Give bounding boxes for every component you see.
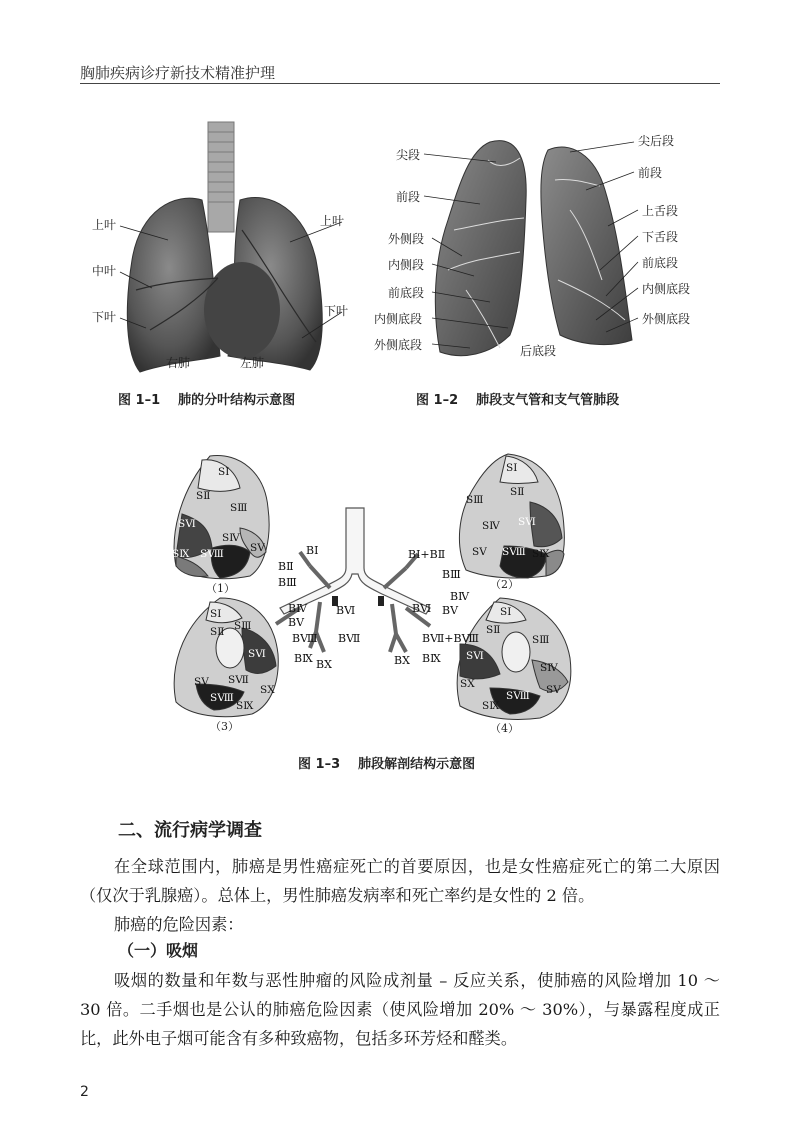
label-anterior-basal-right: 前底段 [642, 256, 679, 270]
p4-seg-5: SⅤ [546, 684, 561, 696]
p4-seg-8: SⅧ [506, 690, 530, 702]
p3-seg-8: SⅧ [210, 692, 234, 704]
p1-seg-9: SⅨ [172, 548, 190, 560]
label-anterior-basal-left: 前底段 [388, 286, 425, 300]
p3-seg-10: SⅩ [260, 684, 275, 696]
label-left-lung: 左肺 [240, 356, 265, 370]
bronchus-r-4: BⅣ [288, 602, 308, 615]
page-number: 2 [80, 1084, 89, 1100]
p1-seg-5: SⅤ [250, 542, 265, 554]
p4-seg-3: SⅢ [532, 634, 550, 646]
p4-seg-1: SⅠ [500, 606, 512, 618]
label-right-middle-lobe: 中叶 [92, 264, 117, 278]
label-left-upper-lobe: 上叶 [320, 214, 345, 228]
p1-seg-2: SⅡ [196, 490, 211, 502]
bronchus-l-4: BⅣ [450, 590, 470, 603]
p1-seg-6: SⅥ [178, 518, 196, 530]
p4-seg-6: SⅥ [466, 650, 484, 662]
bronchus-r-5: BⅤ [288, 616, 305, 629]
figure2-caption [416, 389, 619, 408]
figure3-caption-number: 图 1–3 [298, 757, 341, 772]
label-superior-lingular: 上舌段 [642, 204, 679, 218]
bronchus-r-3: BⅢ [278, 576, 297, 589]
paragraph-epidemiology: 在全球范围内，肺癌是男性癌症死亡的首要原因，也是女性癌症死亡的第二大原因（仅次于乳腺癌）。总体上，男性肺癌发病率和死亡率约是女性的 2 倍。 [80, 857, 720, 905]
label-lateral-basal-right: 外侧底段 [642, 312, 691, 326]
label-right-lung: 右肺 [166, 356, 191, 370]
label-medial-basal-left: 内侧底段 [374, 312, 423, 326]
bronchus-r-10: BⅩ [316, 658, 332, 671]
running-title: 胸肺疾病诊疗新技术精准护理 [80, 64, 276, 82]
bronchus-r-9: BⅨ [294, 652, 313, 665]
section-heading: 二、流行病学调查 [118, 820, 262, 841]
p1-seg-1: SⅠ [218, 466, 230, 478]
figure-lung-lobes [80, 110, 380, 385]
label-right-lower-lobe: 下叶 [92, 310, 117, 324]
bronchus-r-8: BⅧ [292, 632, 318, 645]
figure2-caption-number: 图 1–2 [416, 393, 459, 408]
label-right-upper-lobe: 上叶 [92, 218, 117, 232]
figure2-caption-text: 肺段支气管和支气管肺段 [476, 393, 620, 408]
bronchus-r-2: BⅡ [278, 560, 294, 573]
p3-seg-9: SⅨ [236, 700, 254, 712]
panel-number-4: （4） [490, 722, 519, 735]
p1-seg-4: SⅣ [222, 532, 240, 544]
bronchus-l-10: BⅩ [394, 654, 410, 667]
bronchus-r-7: BⅦ [338, 632, 361, 645]
label-anterior-segment-left: 前段 [396, 190, 421, 204]
figure3-caption-text: 肺段解剖结构示意图 [358, 757, 476, 772]
p2-seg-9: SⅨ [532, 548, 550, 560]
figure3-caption [298, 753, 475, 772]
p3-seg-3: SⅢ [234, 620, 252, 632]
panel-number-2: （2） [490, 578, 519, 591]
p2-seg-4: SⅣ [482, 520, 500, 532]
lung-lobes-illustration [80, 110, 380, 385]
p2-seg-2: SⅡ [510, 486, 525, 498]
figure1-caption-number: 图 1–1 [118, 393, 161, 408]
bronchus-r-6: BⅥ [336, 604, 356, 617]
label-apical-segment: 尖段 [396, 148, 421, 162]
figure1-caption [118, 389, 295, 408]
bronchus-l-6: BⅥ [412, 602, 432, 615]
p4-seg-10: SⅩ [460, 678, 475, 690]
p2-seg-3: SⅢ [466, 494, 484, 506]
label-posterior-basal: 后底段 [520, 344, 557, 358]
bronchus-l-3: BⅢ [442, 568, 461, 581]
label-medial-basal-right: 内侧底段 [642, 282, 691, 296]
header-rule [80, 83, 720, 84]
panel-number-3: （3） [210, 720, 239, 733]
bronchus-l-5: BⅤ [442, 604, 459, 617]
p4-seg-4: SⅣ [540, 662, 558, 674]
figure1-caption-text: 肺的分叶结构示意图 [178, 393, 296, 408]
label-inferior-lingular: 下舌段 [642, 230, 679, 244]
bronchus-l-9: BⅨ [422, 652, 441, 665]
p2-seg-8: SⅧ [502, 546, 526, 558]
p1-seg-3: SⅢ [230, 502, 248, 514]
p2-seg-5: SⅤ [472, 546, 487, 558]
p1-seg-8: SⅧ [200, 548, 224, 560]
p3-seg-6: SⅥ [248, 648, 266, 660]
p3-seg-1: SⅠ [210, 608, 222, 620]
p4-seg-2: SⅡ [486, 624, 501, 636]
label-medial-segment: 内侧段 [388, 258, 425, 272]
bronchus-r-1: BⅠ [306, 544, 319, 557]
label-lateral-basal-left: 外侧底段 [374, 338, 423, 352]
figure-lung-segments [370, 120, 710, 370]
p4-seg-9: SⅨ [482, 700, 500, 712]
bronchus-l-7-8: BⅦ+BⅧ [422, 632, 479, 645]
label-apicoposterior-segment: 尖后段 [638, 134, 675, 148]
paragraph-risk-factors: 肺癌的危险因素： [114, 915, 244, 934]
p3-seg-7: SⅦ [228, 674, 249, 686]
p2-seg-1: SⅠ [506, 462, 518, 474]
p3-seg-5: SⅤ [194, 676, 209, 688]
label-left-lower-lobe: 下叶 [324, 304, 349, 318]
p2-seg-6: SⅥ [518, 516, 536, 528]
bronchus-l-1-2: BⅠ+BⅡ [408, 548, 446, 561]
panel-number-1: （1） [206, 582, 235, 595]
figure-segment-anatomy [160, 448, 580, 748]
subsection-heading: （一）吸烟 [118, 941, 199, 960]
paragraph-smoking: 吸烟的数量和年数与恶性肿瘤的风险成剂量 – 反应关系，使肺癌的风险增加 10 ～ 30 倍。二手烟也是公认的肺癌危险因素（使风险增加 20% ～ 30%），与暴露程度成正比，此外电子烟可能含有多种致癌物，包括多环芳烃和醛类。 [80, 971, 720, 1048]
label-anterior-segment-right: 前段 [638, 166, 663, 180]
p3-seg-2: SⅡ [210, 626, 225, 638]
label-lateral-segment: 外侧段 [388, 232, 425, 246]
